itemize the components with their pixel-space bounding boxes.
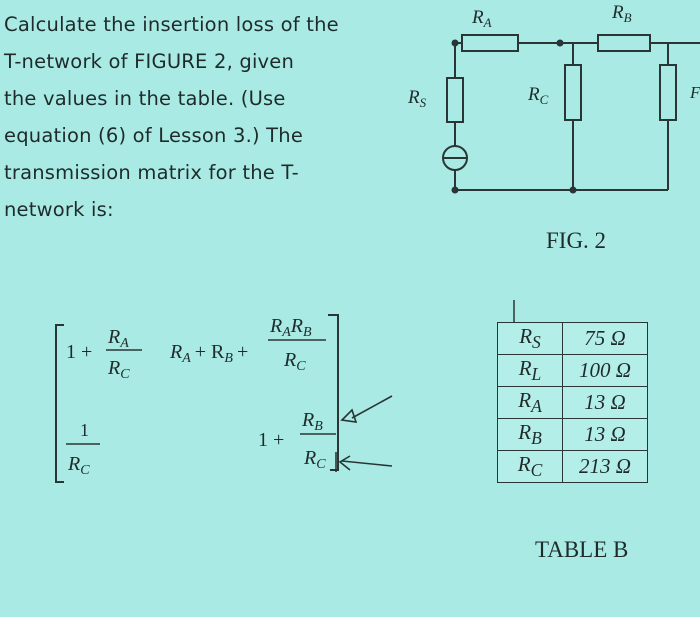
a11-numerator: $R_A$: [108, 326, 129, 351]
node-dot: [452, 187, 459, 194]
a22-one: 1 +: [258, 429, 285, 451]
table-symbol: $R_S$: [498, 323, 563, 355]
arrow-line-upper: [352, 396, 392, 418]
table-row: [498, 323, 648, 355]
arrow-line-lower: [342, 461, 392, 466]
label-rb: $R_B$: [612, 2, 632, 25]
table-row: [498, 387, 648, 419]
table-symbol: $R_B$: [498, 419, 563, 451]
a11-denominator: $R_C$: [108, 357, 130, 382]
table-symbol: $R_A$: [498, 387, 563, 419]
problem-line: the values in the table. (Use: [4, 87, 286, 110]
table-caption: TABLE B: [535, 537, 629, 562]
table-symbol: $R_C$: [498, 451, 563, 483]
node-dot: [452, 40, 459, 47]
resistor-rc: [565, 65, 581, 120]
resistor-ra: [462, 35, 518, 51]
node-dot: [557, 40, 564, 47]
table-symbol: $R_L$: [498, 355, 563, 387]
a12-numerator: $R_AR_B$: [270, 315, 312, 340]
values-table: [497, 322, 648, 483]
table-value: 13 Ω: [563, 387, 648, 419]
arrow-head-upper: [342, 410, 356, 422]
a22-denominator: $R_C$: [304, 447, 326, 472]
node-dot: [570, 187, 577, 194]
a11-one: 1 +: [66, 341, 93, 363]
figure-caption: FIG. 2: [546, 228, 607, 253]
problem-line: T-network of FIGURE 2, given: [4, 50, 295, 73]
a22-numerator: $R_B$: [302, 409, 323, 434]
label-rl-cut: F: [690, 83, 700, 102]
table-value: 13 Ω: [563, 419, 648, 451]
matrix-left-bracket: [56, 325, 64, 482]
table-value: 75 Ω: [563, 323, 648, 355]
arrow-head-lower: [340, 456, 350, 470]
annotation-arrows: [336, 396, 392, 472]
table-row: [498, 451, 648, 483]
resistor-rb: [598, 35, 650, 51]
problem-line: network is:: [4, 198, 114, 221]
problem-line: transmission matrix for the T-: [4, 161, 299, 184]
circuit-nodes: [452, 40, 577, 194]
table-row: [498, 419, 648, 451]
a21-numerator: 1: [80, 420, 89, 440]
resistor-rl: [660, 65, 676, 120]
table-value: 100 Ω: [563, 355, 648, 387]
a12-denominator: $R_C$: [284, 349, 306, 374]
label-ra: $R_A$: [472, 7, 492, 30]
a21-denominator: $R_C$: [68, 453, 90, 478]
a12-sum: $R_A + R_B$ +: [170, 341, 249, 366]
table-row: [498, 355, 648, 387]
problem-line: equation (6) of Lesson 3.) The: [4, 124, 304, 147]
matrix-right-bracket: [328, 315, 338, 470]
resistor-rs: [447, 78, 463, 122]
label-rc: $R_C$: [528, 84, 549, 107]
matrix-entries: [66, 315, 336, 478]
label-rs: $R_S$: [408, 87, 427, 110]
table-value: 213 Ω: [563, 451, 648, 483]
problem-line: Calculate the insertion loss of the: [4, 13, 339, 36]
circuit-diagram: [443, 35, 700, 190]
